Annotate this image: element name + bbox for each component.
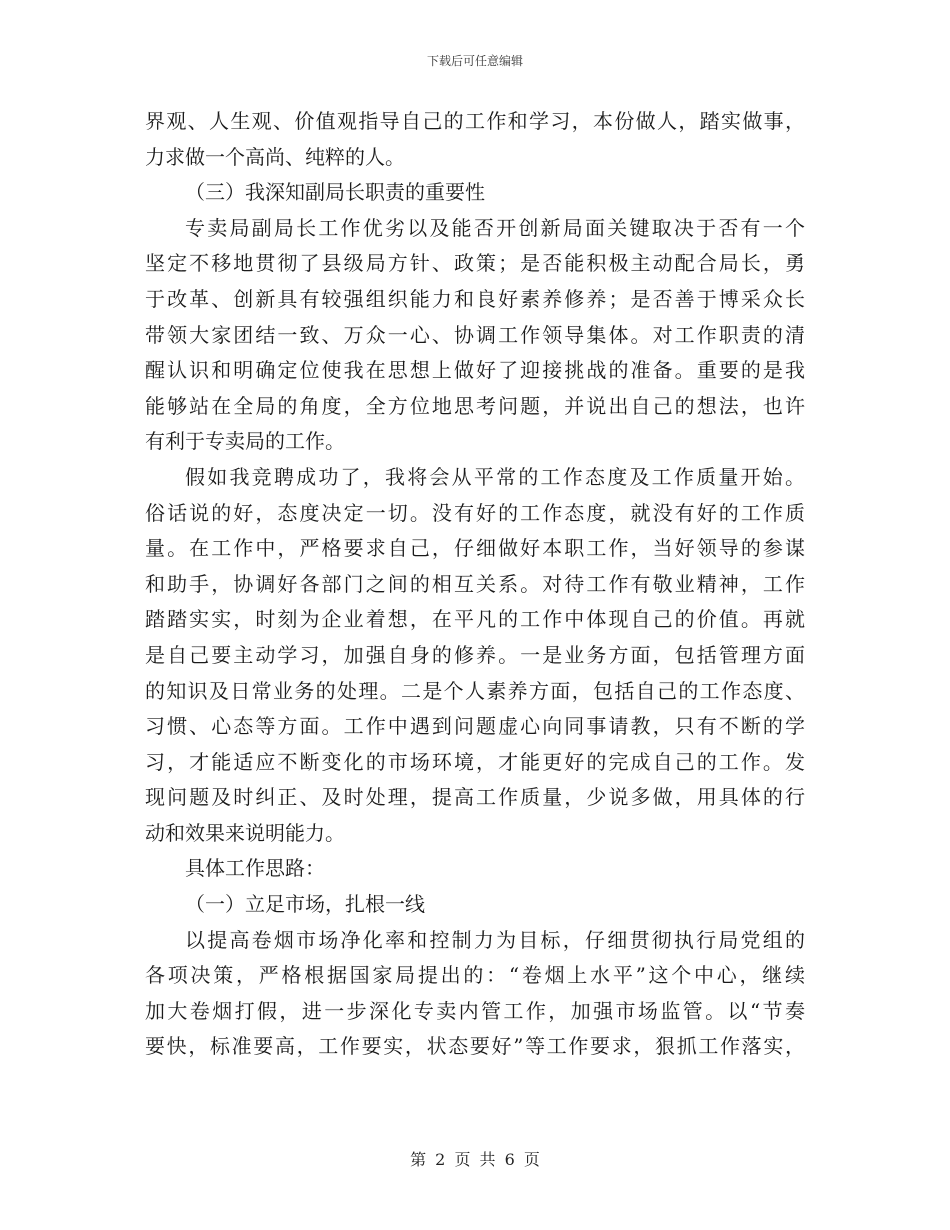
- text-line: 要快，标准要高，工作要实，状态要好”等工作要求，狠抓工作落实，: [145, 1034, 805, 1059]
- text-line: 俗话说的好，态度决定一切。没有好的工作态度，就没有好的工作质: [145, 500, 805, 525]
- text-line: 是自己要主动学习，加强自身的修养。一是业务方面，包括管理方面: [145, 642, 805, 667]
- text-line: 动和效果来说明能力。: [145, 820, 345, 845]
- page-header: 下载后可任意编辑: [426, 54, 523, 68]
- text-line: 的知识及日常业务的处理。二是个人素养方面，包括自己的工作态度、: [145, 678, 805, 703]
- text-line: 界观、人生观、价值观指导自己的工作和学习，本份做人，踏实做事，: [145, 109, 805, 133]
- text-line: 带领大家团结一致、万众一心、协调工作领导集体。对工作职责的清: [145, 322, 805, 347]
- text-line: 现问题及时纠正、及时处理，提高工作质量，少说多做，用具体的行: [145, 785, 805, 810]
- text-line: 力求做一个高尚、纯粹的人。: [145, 144, 405, 169]
- text-line: 加大卷烟打假，进一步深化专卖内管工作，加强市场监管。以“节奏: [145, 998, 805, 1023]
- text-line: 醒认识和明确定位使我在思想上做好了迎接挑战的准备。重要的是我: [145, 358, 805, 383]
- text-line: 习，才能适应不断变化的市场环境，才能更好的完成自己的工作。发: [145, 749, 805, 774]
- text-line: 以提高卷烟市场净化率和控制力为目标，仔细贯彻执行局党组的: [185, 927, 805, 952]
- text-line: 有利于专卖局的工作。: [145, 429, 345, 454]
- text-line: 各项决策，严格根据国家局提出的：“卷烟上水平”这个中心，继续: [145, 963, 805, 988]
- text-line: 专卖局副局长工作优劣以及能否开创新局面关键取决于否有一个: [185, 215, 805, 240]
- document-body: [145, 104, 805, 1065]
- text-line: 具体工作思路：: [185, 856, 325, 881]
- page-footer: 第 2 页 共 6 页: [410, 1150, 540, 1169]
- text-line: 假如我竞聘成功了，我将会从平常的工作态度及工作质量开始。: [185, 464, 805, 489]
- text-line: 习惯、心态等方面。工作中遇到问题虚心向同事请教，只有不断的学: [145, 714, 805, 739]
- text-line: 于改革、创新具有较强组织能力和良好素养修养；是否善于博采众长: [145, 286, 805, 311]
- text-line: 量。在工作中，严格要求自己，仔细做好本职工作，当好领导的参谋: [145, 536, 805, 561]
- text-line: 踏踏实实，时刻为企业着想，在平凡的工作中体现自己的价值。再就: [145, 607, 805, 632]
- text-line: 和助手，协调好各部门之间的相互关系。对待工作有敬业精神，工作: [145, 571, 805, 596]
- text-line: （一）立足市场，扎根一线: [185, 892, 425, 917]
- text-line: （三）我深知副局长职责的重要性: [185, 180, 485, 205]
- text-line: 能够站在全局的角度，全方位地思考问题，并说出自己的想法，也许: [145, 393, 805, 418]
- text-line: 坚定不移地贯彻了县级局方针、政策；是否能积极主动配合局长，勇: [145, 251, 805, 276]
